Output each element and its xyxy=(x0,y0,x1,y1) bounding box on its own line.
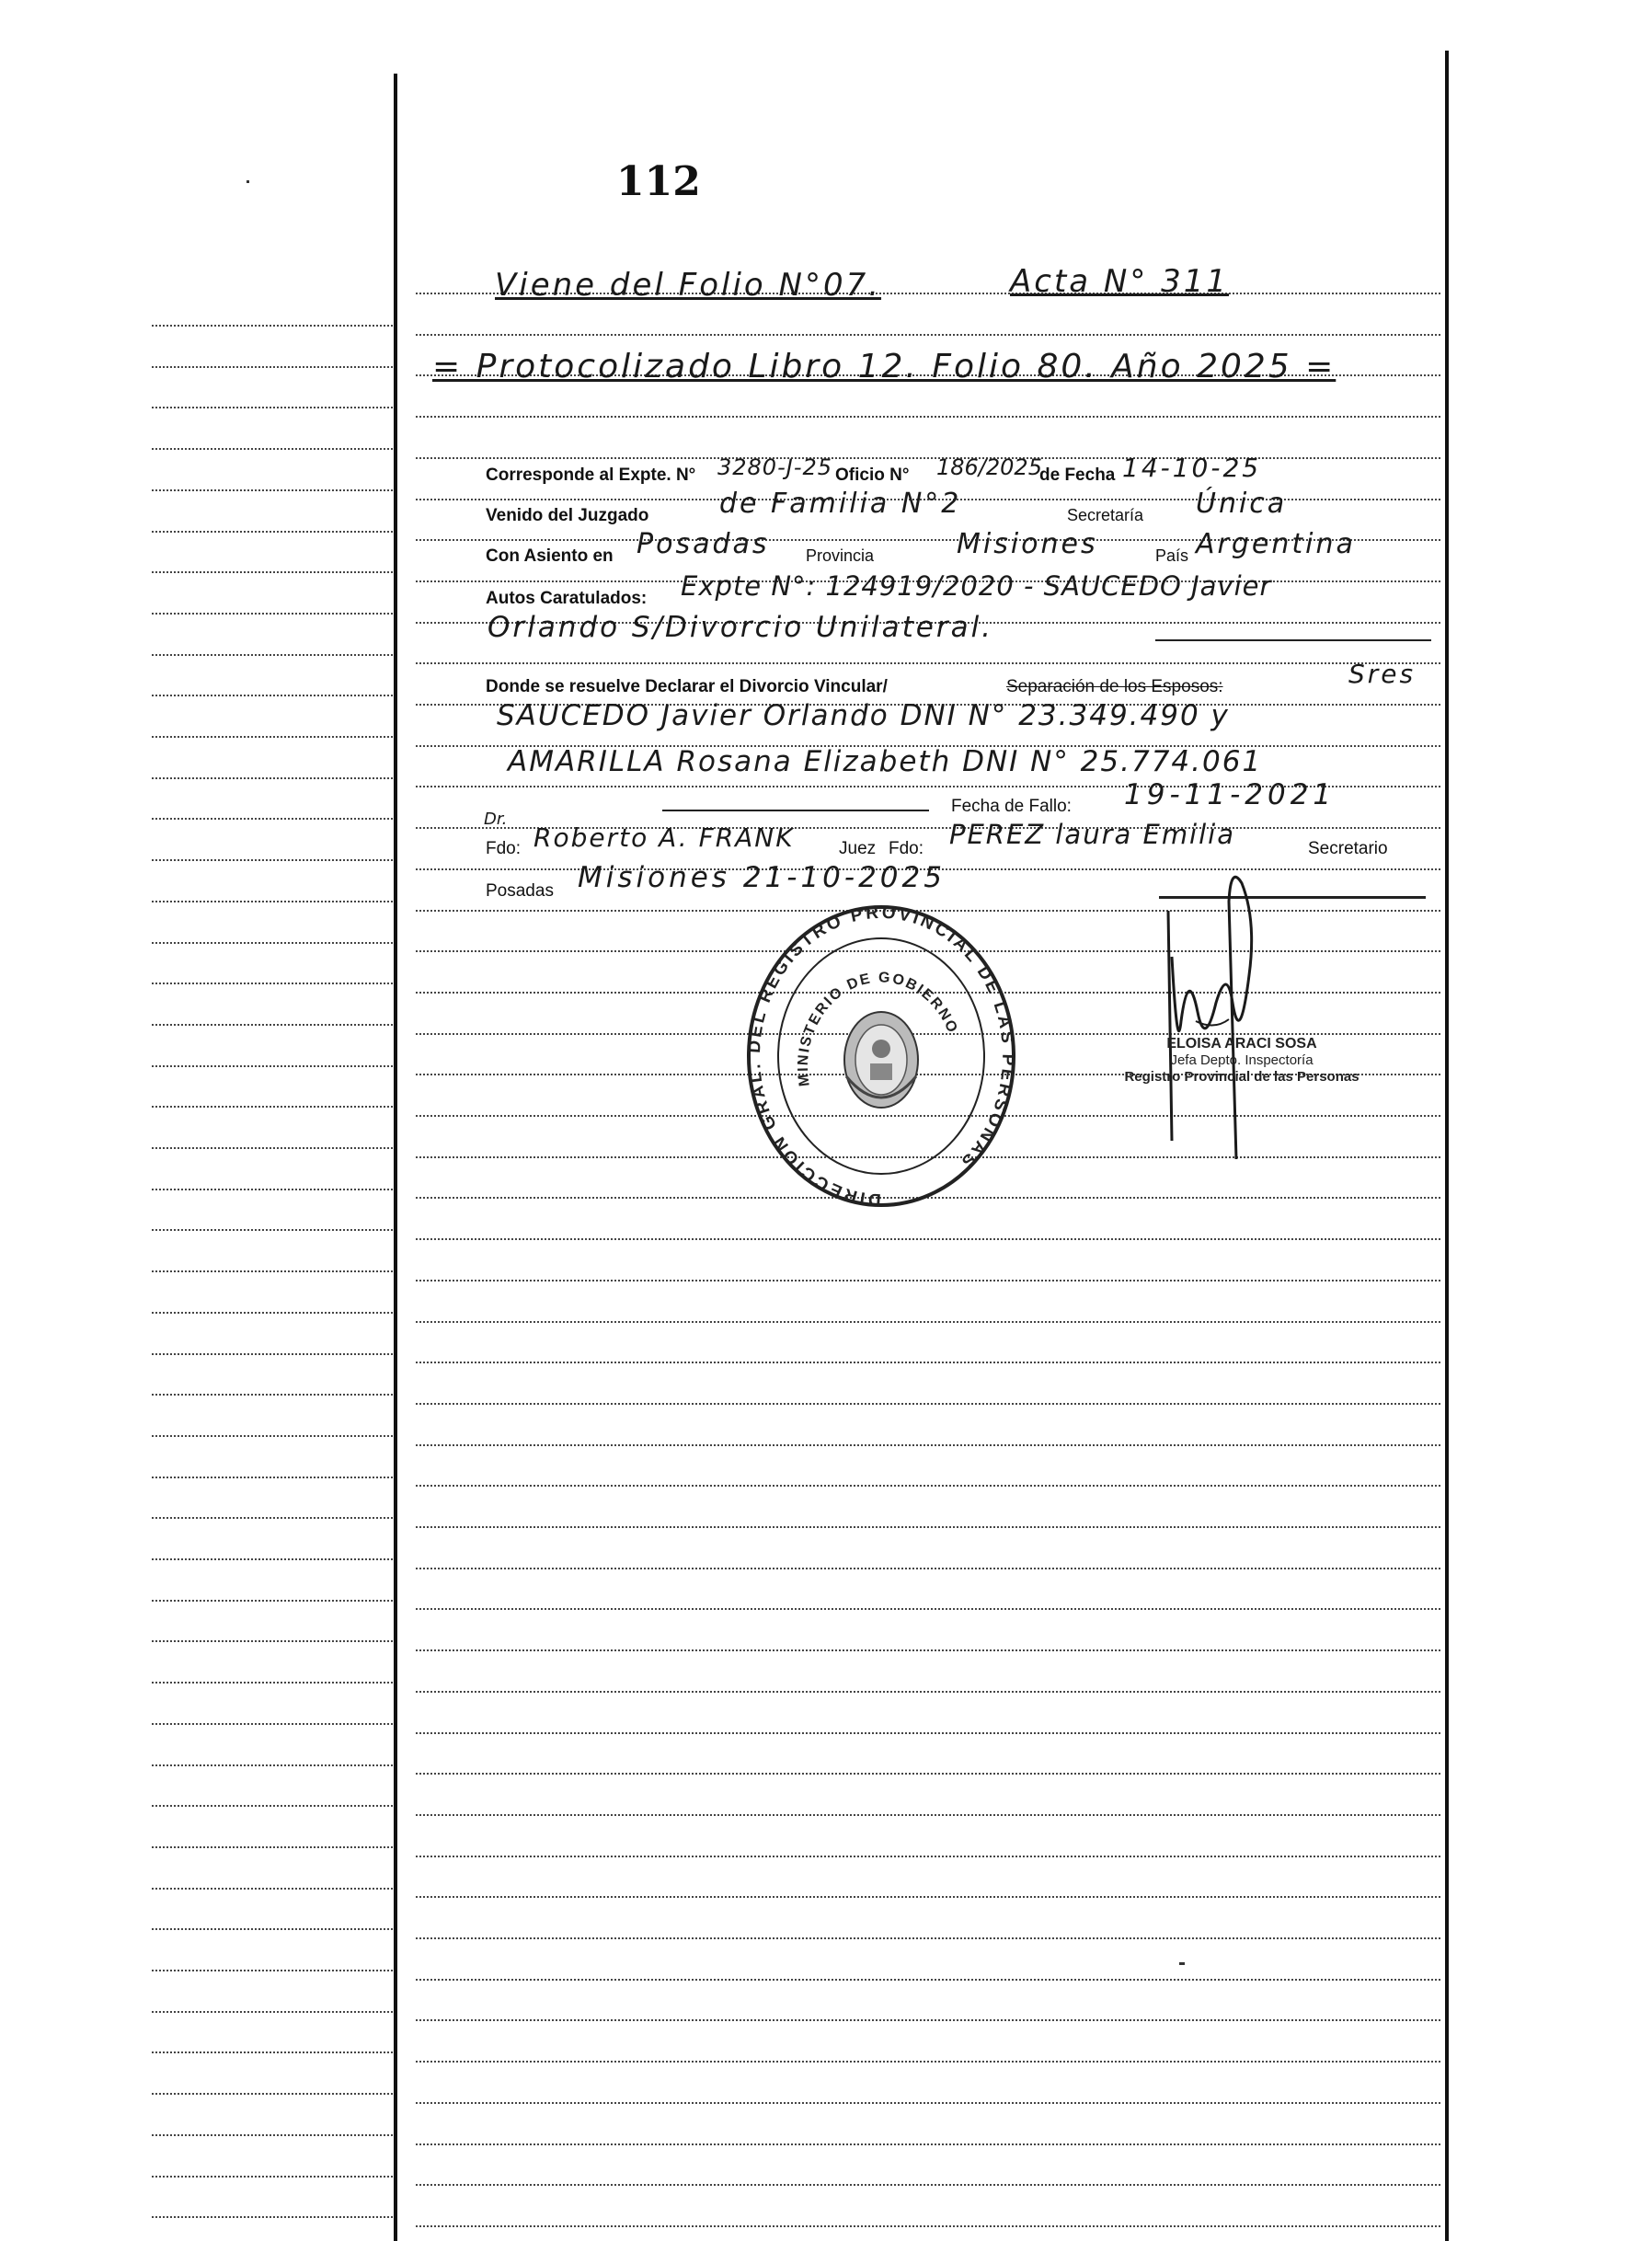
signer-office: Registro Provincial de las Personas xyxy=(1124,1069,1359,1085)
left-ruled-line xyxy=(152,1229,393,1231)
coat-of-arms-icon xyxy=(844,1012,918,1108)
left-ruled-line xyxy=(152,1846,393,1848)
fecha-value: 14-10-25 xyxy=(1122,453,1262,483)
resuelve-struck-text: Separación de los Esposos: xyxy=(1006,677,1223,696)
left-ruled-line xyxy=(152,777,393,779)
scan-mark xyxy=(1179,1962,1185,1965)
juzgado-label: Venido del Juzgado xyxy=(486,506,649,525)
left-ruled-line xyxy=(152,1764,393,1766)
left-ruled-line xyxy=(152,695,393,696)
fdo2-label: Fdo: xyxy=(889,839,924,858)
left-ruled-line xyxy=(152,1600,393,1602)
fallo-fill-stroke xyxy=(662,810,929,811)
signer-title: Jefa Depto. Inspectoría xyxy=(1170,1052,1314,1068)
stamp-outer-text: DIRECCION GRAL. DEL REGISTRO PROVINCIAL DE LAS PERSONAS xyxy=(744,902,1018,1210)
main-ruled-line xyxy=(416,2184,1440,2186)
autos-value-line-1: Expte N°: 124919/2020 - SAUCEDO Javier xyxy=(681,570,1272,602)
main-ruled-line xyxy=(416,1444,1440,1446)
fdo-label: Fdo: xyxy=(486,839,522,858)
dr-prefix: Dr. xyxy=(484,810,508,829)
asiento-label: Con Asiento en xyxy=(486,546,614,566)
left-ruled-line xyxy=(152,2216,393,2218)
main-ruled-line xyxy=(416,1773,1440,1775)
left-ruled-line xyxy=(152,1147,393,1149)
left-ruled-line xyxy=(152,818,393,820)
secretario-label: Secretario xyxy=(1308,839,1388,858)
main-ruled-line xyxy=(416,2225,1440,2227)
juzgado-value: de Familia N°2 xyxy=(719,488,962,520)
corresponde-label: Corresponde al Expte. N° xyxy=(486,465,696,485)
left-ruled-line xyxy=(152,1270,393,1272)
main-ruled-line xyxy=(416,1321,1440,1323)
left-ruled-line xyxy=(152,901,393,902)
left-ruled-line xyxy=(152,983,393,984)
left-ruled-line xyxy=(152,613,393,615)
left-ruled-line xyxy=(152,1723,393,1725)
esposo-line: SAUCEDO Javier Orlando DNI N° 23.349.490 y xyxy=(497,699,1230,732)
left-ruled-line xyxy=(152,1435,393,1437)
main-ruled-line xyxy=(416,416,1440,418)
expte-value: 3280-J-25 xyxy=(717,454,833,480)
main-ruled-line xyxy=(416,1979,1440,1981)
main-ruled-line xyxy=(416,1937,1440,1939)
main-ruled-line xyxy=(416,1691,1440,1693)
left-ruled-line xyxy=(152,1928,393,1930)
left-ruled-line xyxy=(152,1477,393,1478)
left-ruled-line xyxy=(152,1024,393,1026)
left-ruled-line xyxy=(152,1888,393,1890)
left-ruled-line xyxy=(152,366,393,368)
left-ruled-line xyxy=(152,1970,393,1971)
oficio-label: Oficio N° xyxy=(835,465,910,485)
main-ruled-line xyxy=(416,1280,1440,1281)
autos-value-line-2: Orlando S/Divorcio Unilateral. xyxy=(488,611,994,644)
left-ruled-line xyxy=(152,1312,393,1314)
asiento-value: Posadas xyxy=(637,528,770,560)
left-ruled-line xyxy=(152,1353,393,1355)
right-margin-rule xyxy=(1445,51,1449,2241)
posadas-label: Posadas xyxy=(486,881,554,901)
main-ruled-line xyxy=(416,2019,1440,2021)
left-margin-rule xyxy=(394,74,397,2241)
left-ruled-line xyxy=(152,654,393,656)
juez-value: Roberto A. FRANK xyxy=(533,822,795,853)
left-ruled-line xyxy=(152,1394,393,1396)
main-ruled-line xyxy=(416,1568,1440,1569)
main-ruled-line xyxy=(416,662,1440,664)
left-ruled-line xyxy=(152,1805,393,1807)
main-ruled-line xyxy=(416,2061,1440,2063)
fecha-fallo-value: 19-11-2021 xyxy=(1124,778,1337,811)
left-ruled-line xyxy=(152,1682,393,1684)
juez-label: Juez xyxy=(839,839,877,858)
resuelve-label: Donde se resuelve Declarar el Divorcio Vincular/ xyxy=(486,677,888,696)
main-ruled-line xyxy=(416,1362,1440,1363)
posadas-value: Misiones 21-10-2025 xyxy=(578,861,946,894)
left-ruled-line xyxy=(152,1517,393,1519)
scan-speck xyxy=(247,180,249,183)
fecha-label: de Fecha xyxy=(1039,465,1116,485)
secretario-value: PEREZ laura Emilia xyxy=(949,819,1236,850)
viene-del-folio: Viene del Folio N°07. xyxy=(495,267,882,304)
main-ruled-line xyxy=(416,1238,1440,1240)
left-ruled-line xyxy=(152,2176,393,2178)
signer-name: ELOISA ARACI SOSA xyxy=(1166,1036,1317,1052)
secretaria-label: Secretaría xyxy=(1067,506,1144,524)
left-ruled-line xyxy=(152,736,393,738)
secretaria-value: Única xyxy=(1196,488,1288,520)
stamp-inner-text: MINISTERIO DE GOBIERNO xyxy=(795,970,961,1087)
main-ruled-line xyxy=(416,1485,1440,1487)
left-ruled-line xyxy=(152,531,393,533)
left-ruled-line xyxy=(152,2134,393,2136)
main-ruled-line xyxy=(416,2143,1440,2145)
provincia-value: Misiones xyxy=(957,528,1098,560)
left-ruled-line xyxy=(152,1106,393,1108)
left-ruled-line xyxy=(152,2093,393,2095)
left-ruled-line xyxy=(152,1558,393,1560)
left-ruled-line xyxy=(152,1189,393,1190)
pais-value: Argentina xyxy=(1196,528,1356,560)
main-ruled-line xyxy=(416,2102,1440,2104)
left-ruled-line xyxy=(152,1065,393,1067)
main-ruled-line xyxy=(416,334,1440,336)
resuelve-value: Sres xyxy=(1348,659,1417,689)
left-ruled-line xyxy=(152,571,393,573)
official-stamp xyxy=(743,902,1019,1214)
main-ruled-line xyxy=(416,1526,1440,1528)
left-ruled-line xyxy=(152,1640,393,1642)
pais-label: País xyxy=(1155,546,1189,565)
fecha-fallo-label: Fecha de Fallo: xyxy=(951,797,1072,816)
esposa-line: AMARILLA Rosana Elizabeth DNI N° 25.774.061 xyxy=(508,745,1263,778)
acta-number: Acta N° 311 xyxy=(1010,263,1230,300)
left-ruled-line xyxy=(152,325,393,327)
left-ruled-line xyxy=(152,942,393,944)
left-ruled-line xyxy=(152,489,393,491)
oficio-value: 186/2025 xyxy=(936,454,1042,480)
main-ruled-line xyxy=(416,1814,1440,1816)
main-ruled-line xyxy=(416,1856,1440,1857)
main-ruled-line xyxy=(416,1608,1440,1610)
protocolizado-line: = Protocolizado Libro 12. Folio 80. Año 2025 = xyxy=(432,348,1337,385)
autos-label: Autos Caratulados: xyxy=(486,589,648,608)
signature-block xyxy=(1104,1036,1380,1086)
left-ruled-line xyxy=(152,448,393,450)
autos-fill-stroke xyxy=(1155,639,1431,641)
left-ruled-line xyxy=(152,859,393,861)
provincia-label: Provincia xyxy=(806,546,875,565)
main-ruled-line xyxy=(416,1732,1440,1734)
main-ruled-line xyxy=(416,1403,1440,1405)
folio-number: 112 xyxy=(616,158,701,205)
left-ruled-line xyxy=(152,2011,393,2013)
main-ruled-line xyxy=(416,457,1440,459)
left-ruled-line xyxy=(152,407,393,408)
handwritten-signature xyxy=(1141,865,1288,1168)
main-ruled-line xyxy=(416,1896,1440,1898)
left-ruled-line xyxy=(152,2051,393,2053)
main-ruled-line xyxy=(416,1649,1440,1651)
